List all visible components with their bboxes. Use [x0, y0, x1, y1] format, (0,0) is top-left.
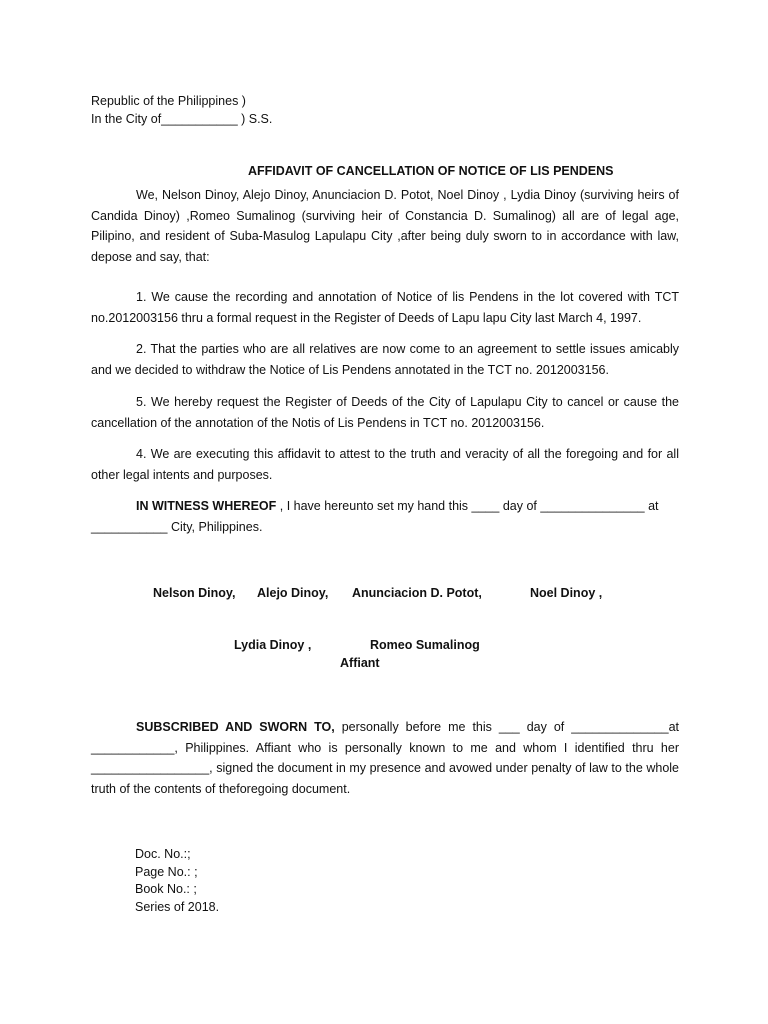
intro-text: We, Nelson Dinoy, Alejo Dinoy, Anunciacion D. Potot, Noel Dinoy , Lydia Dinoy (surviving heirs of Candida Dinoy) ,Romeo Sumalinog (surviving heir of Constancia D. Sumalinog) all are of legal age, Pilipino, and resident of Suba-Masulog Lapulapu City ,after being duly sworn to in accordance with law, depose and say, that: [91, 188, 679, 264]
affiant-label: Affiant [340, 656, 380, 670]
series-year: Series of 2018. [135, 900, 220, 914]
page-number: Page No.: ; [135, 865, 198, 879]
signatory-noel: Noel Dinoy , [530, 586, 603, 600]
item-paragraph-2 [91, 339, 679, 380]
venue-line-1: Republic of the Philippines ) [91, 94, 246, 108]
document-title: AFFIDAVIT OF CANCELLATION OF NOTICE OF LIS PENDENS [248, 164, 614, 178]
book-number: Book No.: ; [135, 882, 197, 896]
witness-text: , I have hereunto set my hand this ____ day of _______________ at ___________ City, Philippines. [91, 499, 659, 534]
signatory-anunciacion: Anunciacion D. Potot, [352, 586, 482, 600]
signatory-romeo: Romeo Sumalinog [370, 638, 480, 652]
witness-lead: IN WITNESS WHEREOF [136, 499, 277, 513]
item-text-1: 1. We cause the recording and annotation of Notice of lis Pendens in the lot covered with TCT no.2012003156 thru a formal request in the Register of Deeds of Lapu lapu City last March 4, 1997. [91, 290, 679, 325]
intro-paragraph [91, 185, 679, 267]
item-text-2: 2. That the parties who are all relatives are now come to an agreement to settle issues amicably and we decided to withdraw the Notice of Lis Pendens annotated in the TCT no. 2012003156. [91, 342, 679, 377]
jurat-text: personally before me this ___ day of ______________at ____________, Philippines. Affiant who is personally known to me and whom I identified thru her _________________, signed the document in my presence and avowed under penalty of law to the whole truth of the contents of theforegoing document. [91, 720, 679, 796]
witness-paragraph [91, 496, 679, 537]
item-text-4: 4. We are executing this affidavit to attest to the truth and veracity of all the foregoing and for all other legal intents and purposes. [91, 447, 679, 482]
item-text-3: 5. We hereby request the Register of Deeds of the City of Lapulapu City to cancel or cause the cancellation of the annotation of the Notis of Lis Pendens in TCT no. 2012003156. [91, 395, 679, 430]
doc-number: Doc. No.:; [135, 847, 191, 861]
jurat-paragraph [91, 717, 679, 799]
item-paragraph-4 [91, 444, 679, 485]
signatory-alejo: Alejo Dinoy, [257, 586, 329, 600]
item-paragraph-1 [91, 287, 679, 328]
signatory-nelson: Nelson Dinoy, [153, 586, 236, 600]
signatory-lydia: Lydia Dinoy , [234, 638, 312, 652]
jurat-lead: SUBSCRIBED AND SWORN TO, [136, 720, 335, 734]
item-paragraph-3 [91, 392, 679, 433]
venue-line-2: In the City of___________ ) S.S. [91, 112, 273, 126]
